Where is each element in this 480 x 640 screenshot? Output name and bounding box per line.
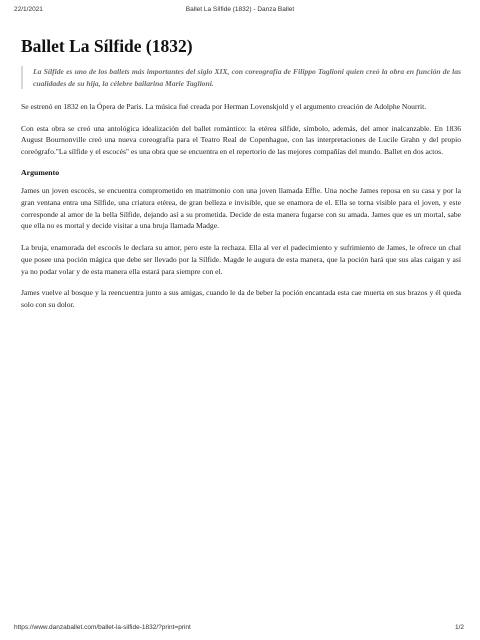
plot-paragraph-2: La bruja, enamorada del escocés le declara su amor, pero este la rechaza. Ella al ver el padecimiento y sufrimiento de James, le ofrece un chal que posee una poción mágica que debe ser llevado por la Sílfide. Magde le augura de esta manera, que la poción hará que sus alas caigan y así ya no podar volar y de esta manera ella estará para siempre con el. [21, 243, 461, 276]
print-date: 22/1/2021 [14, 6, 43, 13]
plot-paragraph-3: James vuelve al bosque y la reencuentra junto a sus amigas, cuando le da de beber la poción encantada esta cae muerta en sus brazos y él queda solo con su dolor. [21, 288, 461, 310]
print-header [0, 6, 480, 18]
print-url: https://www.danzaballet.com/ballet-la-silfide-1832/?print=print [14, 624, 191, 631]
article-lead-quote: La Sílfide es uno de los ballets más importantes del siglo XIX, con coreografía de Filippo Taglioni quien creó la obra en función de las cualidades de su hija, la célebre bailarina Marie Taglioni. [21, 66, 461, 89]
article-title: Ballet La Sílfide (1832) [21, 36, 193, 56]
section-heading-argumento: Argumento [21, 167, 60, 177]
print-document-title: Ballet La Sílfide (1832) - Danza Ballet [185, 6, 295, 13]
print-footer [0, 624, 480, 636]
intro-paragraph-1: Se estrenó en 1832 en la Ópera de Paris. La música fué creada por Herman Lovenskjold y el argumento creación de Adolphe Nourrit. [21, 101, 427, 111]
article [21, 36, 461, 321]
plot-paragraph-1: James un joven escocés, se encuentra comprometido en matrimonio con una joven llamada Effie. Una noche James reposa en su casa y por la gran ventana entra una Sílfide, una criatura etérea, de gran belleza e invisible, que se enamora de el. Ella se torna visible para el joven, y este corresponde al amor de la bella Sílfide, dejando así a su prometida. Decide de esta manera fugarse con su amada. James que es un mortal, sabe que ella no es mortal y decide visitar a una bruja llamada Madge. [21, 185, 461, 231]
page-number: 1/2 [454, 624, 464, 631]
intro-paragraph-2: Con esta obra se creó una antológica idealización del ballet romántico: la etérea sílfide, símbolo, además, del amor inalcanzable. En 1836 August Bournonville creó una nueva coreografía para el Teatro Real de Copenhague, con las interpretaciones de Lucile Grahn y del propio coreógrafo."La sílfide y el escocés" es una obra que se encuentra en el repertorio de las mejores compañías del mundo. Ballet en dos actos. [21, 123, 461, 157]
